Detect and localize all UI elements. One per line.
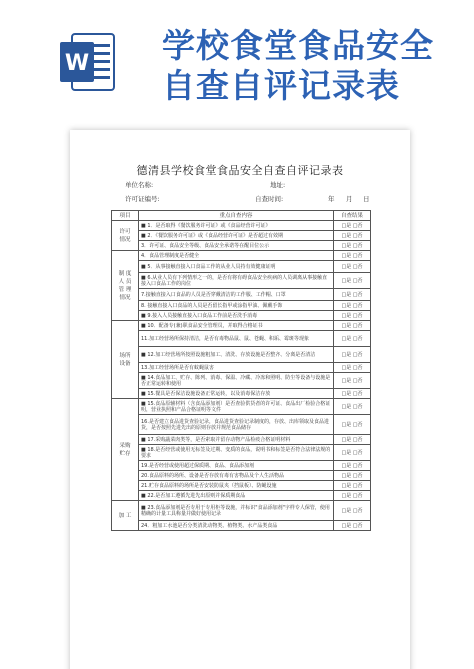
banner-title-line2: 自查自评记录表: [162, 66, 400, 105]
inspection-item: ■ 5．从事接触直接入口食品工作的从业人员持有效健康证明: [139, 261, 334, 273]
result-checkbox-pair[interactable]: □是 □否: [334, 251, 371, 261]
inspection-item: ■ 12.加工经营场所按照设施粗加工、清洗、存放设施是否整齐、分离是否清洁: [139, 347, 334, 363]
result-checkbox-pair[interactable]: □是 □否: [334, 415, 371, 435]
table-row: [112, 363, 371, 373]
table-row: [112, 251, 371, 261]
header-result: 自查结果: [334, 211, 371, 221]
result-checkbox-pair[interactable]: □是 □否: [334, 347, 371, 363]
table-row: [112, 221, 371, 231]
document-title: 德清县学校食堂食品安全自查自评记录表: [136, 164, 344, 177]
inspection-item: ■ 14.食品加工、贮存、陈列、消毒、保温、冷藏、冷冻和照明、防尘等设备与设施是否正常运转和使用: [139, 373, 334, 389]
result-checkbox-pair[interactable]: □是 □否: [334, 363, 371, 373]
inspection-item: 20.食品原料的场所、设备是否存放有毒有害物品及个人生活物品: [139, 471, 334, 481]
inspection-item: 16.是否建立食品进货查验记录，食品进货查验记录制度的，存放、出库领取及食品进货，是否按照先进先出的原则存放并规范食品储存: [139, 415, 334, 435]
result-checkbox-pair[interactable]: □是 □否: [334, 373, 371, 389]
inspection-item: ■ 15.餐具是否保洁设施设备正常运转，以及消毒保洁存放: [139, 389, 334, 399]
table-row: [112, 289, 371, 301]
result-checkbox-pair[interactable]: □是 □否: [334, 399, 371, 415]
result-checkbox-pair[interactable]: □是 □否: [334, 435, 371, 445]
table-row: [112, 461, 371, 471]
result-checkbox-pair[interactable]: □是 □否: [334, 521, 371, 531]
result-checkbox-pair[interactable]: □是 □否: [334, 481, 371, 491]
result-checkbox-pair[interactable]: □是 □否: [334, 311, 371, 321]
inspection-item: ■ 15.食品原辅材料（含食品添加剂）是否查验供货者的许可证、食品出厂检验合格证明，营业执照和产品合格证明等文件: [139, 399, 334, 415]
inspection-item: ■ 17.采购蔬菜肉类等，是否索取并留存动物产品检疫合格证明材料: [139, 435, 334, 445]
inspection-item: ■ 1．是否取得《餐饮服务许可证》或《食品经营许可证》: [139, 221, 334, 231]
result-checkbox-pair[interactable]: □是 □否: [334, 289, 371, 301]
table-row: [112, 501, 371, 521]
banner-title: [162, 26, 462, 106]
year-label: 年: [328, 195, 335, 203]
table-row: [112, 373, 371, 389]
result-checkbox-pair[interactable]: □是 □否: [334, 273, 371, 289]
inspection-item: 3．许可证、食品安全等级、食品安全承诺等在醒目位公示: [139, 241, 334, 251]
table-row: [112, 261, 371, 273]
table-row: [112, 331, 371, 347]
section-label: 加 工: [112, 501, 139, 531]
result-checkbox-pair[interactable]: □是 □否: [334, 491, 371, 501]
inspection-item: 21.贮存食品原料的场所是否安装防鼠夹（挡鼠板）、防蝇设施: [139, 481, 334, 491]
header-content: 重点自查内容: [139, 211, 334, 221]
section-label: 制 度 人 员 管 理 情况: [112, 251, 139, 321]
result-checkbox-pair[interactable]: □是 □否: [334, 445, 371, 461]
table-row: [112, 389, 371, 399]
result-checkbox-pair[interactable]: □是 □否: [334, 321, 371, 331]
inspection-time-label: 自查时间:: [255, 195, 284, 203]
word-icon: [58, 30, 116, 94]
table-row: [112, 481, 371, 491]
inspection-item: 8. 接触直接入口食品的人员是否留长指甲或涂指甲油、佩戴手饰: [139, 301, 334, 311]
table-row: [112, 521, 371, 531]
inspection-item: 24．粗加工水池是否分类清洗动物类、植物类、水产品类食品: [139, 521, 334, 531]
month-label: 月: [346, 195, 353, 203]
table-header-row: [112, 211, 371, 221]
inspection-item: ■ 9.接入人员接触直接入口食品工作前是否洗手消毒: [139, 311, 334, 321]
result-checkbox-pair[interactable]: □是 □否: [334, 389, 371, 399]
header-item: 项目: [112, 211, 139, 221]
result-checkbox-pair[interactable]: □是 □否: [334, 231, 371, 241]
svg-text:W: W: [64, 51, 90, 76]
result-checkbox-pair[interactable]: □是 □否: [334, 301, 371, 311]
inspection-table: [111, 210, 371, 531]
table-row: [112, 273, 371, 289]
inspection-item: ■ 10．配备专(兼)职食品安全管理员，并取得合格证书: [139, 321, 334, 331]
inspection-item: 7.接触直接入口食品的人员是否穿戴清洁的工作服、工作帽、口罩: [139, 289, 334, 301]
document-page: [70, 130, 410, 669]
result-checkbox-pair[interactable]: □是 □否: [334, 241, 371, 251]
result-checkbox-pair[interactable]: □是 □否: [334, 221, 371, 231]
result-checkbox-pair[interactable]: □是 □否: [334, 331, 371, 347]
inspection-item: ■ 23.食品添加剂是否专用于专用柜等设施，并标识"食品添加剂"字样专人保管，使用精确的计量工具称量并做好使用记录: [139, 501, 334, 521]
inspection-item: 19.是否经营或使用超过保质期、食品、食品添加剂: [139, 461, 334, 471]
table-row: [112, 399, 371, 415]
result-checkbox-pair[interactable]: □是 □否: [334, 501, 371, 521]
inspection-item: 13.加工经营场所是否有蚊蝇鼠害: [139, 363, 334, 373]
section-label: 许可 情况: [112, 221, 139, 251]
table-row: [112, 435, 371, 445]
table-row: [112, 471, 371, 481]
banner: [0, 0, 474, 125]
section-label: 场所 设备: [112, 321, 139, 399]
inspection-item: ■ 22.是否加工遵循先进先出原则并保质期食品: [139, 491, 334, 501]
inspection-item: ■ 6.从业人员有下列情形之一的，是否有将有碍食品安全疾病的人员调离从事接触直接入口食品工作的岗位: [139, 273, 334, 289]
inspection-item: 11.加工经营场所保持清洁，是否有毒物品鼠、鼠、苍蝇、积垢、霉斑等现象: [139, 331, 334, 347]
inspection-item: 4．食品管理制度是否健全: [139, 251, 334, 261]
inspection-item: ■ 18.是否经营或使用无标签及过期、变质的食品，说明书和标签是否符合法律法规的要求: [139, 445, 334, 461]
table-row: [112, 231, 371, 241]
banner-title-line1: 学校食堂食品安全: [162, 26, 434, 65]
result-checkbox-pair[interactable]: □是 □否: [334, 471, 371, 481]
table-row: [112, 241, 371, 251]
unit-name-label: 单位名称:: [125, 181, 154, 189]
table-row: [112, 445, 371, 461]
table-row: [112, 491, 371, 501]
address-label: 地址:: [270, 181, 286, 189]
table-row: [112, 321, 371, 331]
result-checkbox-pair[interactable]: □是 □否: [334, 461, 371, 471]
section-label: 采购 贮存: [112, 399, 139, 501]
table-row: [112, 415, 371, 435]
table-row: [112, 311, 371, 321]
table-row: [112, 347, 371, 363]
inspection-item: ■ 2．《餐饮服务许可证》或《食品经营许可证》是否超过有效期: [139, 231, 334, 241]
license-number-label: 许可证编号:: [125, 195, 160, 203]
day-label: 日: [363, 195, 370, 203]
result-checkbox-pair[interactable]: □是 □否: [334, 261, 371, 273]
table-row: [112, 301, 371, 311]
